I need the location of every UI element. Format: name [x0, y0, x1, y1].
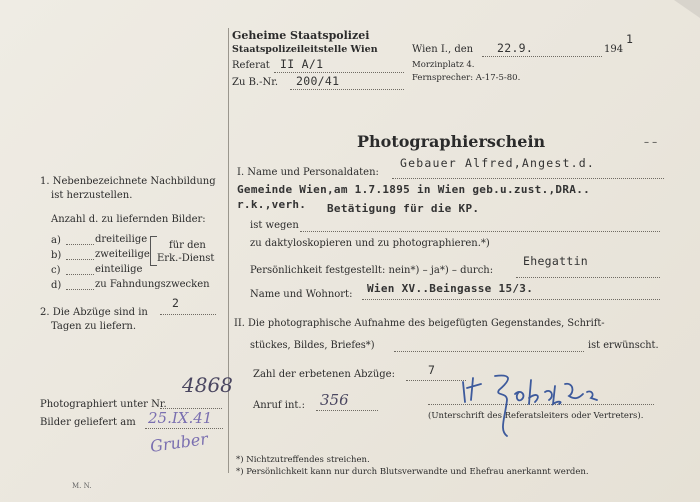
handwritten-signature	[455, 370, 605, 440]
address-label: Name und Wohnort:	[250, 289, 353, 300]
section2-line2-end: ist erwünscht.	[588, 340, 659, 351]
signature-caption: (Unterschrift des Referatsleiters oder Vertreters).	[428, 411, 644, 421]
name-line	[392, 178, 664, 179]
ist-wegen: ist wegen	[250, 220, 299, 231]
row-b-text: zweiteilige	[95, 249, 150, 260]
photo-label: Photographiert unter Nr.	[40, 399, 167, 410]
reason-line	[300, 231, 660, 232]
date-line	[482, 56, 602, 57]
photo-number: 4868	[182, 373, 233, 397]
daktylo-text: zu daktyloskopieren und zu photographieren.*)	[250, 238, 490, 249]
address-value: Wien XV..Beingasse 15/3.	[367, 282, 534, 295]
item1-line-a: 1. Nebenbezeichnete Nachbildung	[40, 176, 216, 187]
item1-line-b: ist herzustellen.	[51, 190, 133, 201]
torn-corner	[674, 0, 700, 18]
row-c-text: einteilige	[95, 264, 143, 275]
person-name: Gebauer Alfred,Angest.d.	[400, 156, 595, 170]
row-a-line	[66, 244, 94, 245]
place-label: Wien I., den	[412, 44, 474, 55]
bnr-value: 200/41	[296, 74, 340, 88]
row-b-line	[66, 259, 94, 260]
bnr-label: Zu B.-Nr.	[232, 77, 279, 88]
bnr-line	[290, 89, 404, 90]
identity-label: Persönlichkeit festgestellt: nein*) – ja*) – durch:	[250, 265, 494, 276]
form-code: M. N.	[72, 482, 92, 490]
section2-line2: stückes, Bildes, Briefes*)	[250, 340, 375, 351]
delivered-signature: Gruber	[148, 429, 210, 456]
call-line	[316, 410, 378, 411]
row-a-key: a)	[51, 235, 61, 246]
row-d-line	[66, 289, 94, 290]
delivered-label: Bilder geliefert am	[40, 417, 136, 428]
year-added: 1	[626, 32, 634, 46]
person-data-line2: Gemeinde Wien,am 1.7.1895 in Wien geb.u.zust.,DRA..	[237, 183, 591, 196]
agency-name: Geheime Staatspolizei	[232, 29, 370, 42]
arrest-reason: Betätigung für die KP.	[327, 202, 480, 215]
row-d-text: zu Fahndungszwecken	[95, 279, 210, 290]
item2-line-a: 2. Die Abzüge sind in	[40, 307, 148, 318]
row-c-key: c)	[51, 265, 61, 276]
brace-bracket	[150, 236, 157, 266]
year-printed: 194	[604, 44, 624, 55]
referat-label: Referat	[232, 60, 270, 71]
title-dashes: – –	[644, 137, 658, 148]
brace-text-b: Erk.-Dienst	[157, 253, 215, 264]
column-divider	[228, 28, 229, 473]
identity-line	[516, 277, 660, 278]
copies-label: Zahl der erbetenen Abzüge:	[253, 369, 395, 380]
section2-line	[394, 351, 584, 352]
row-c-line	[66, 274, 94, 275]
office-name: Staatspolizeileitstelle Wien	[232, 44, 378, 55]
office-phone: Fernsprecher: A-17-5-80.	[412, 73, 521, 83]
section1-label: I. Name und Personaldaten:	[237, 167, 379, 178]
identity-value: Ehegattin	[523, 254, 589, 268]
item2-line	[160, 314, 216, 315]
row-b-key: b)	[51, 250, 62, 261]
form-title: Photographierschein	[357, 132, 546, 151]
section2-line1: II. Die photographische Aufnahme des beigefügten Gegenstandes, Schrift-	[234, 318, 605, 329]
referat-line	[274, 72, 404, 73]
row-a-text: dreiteilige	[95, 234, 148, 245]
count-label: Anzahl d. zu liefernden Bilder:	[51, 214, 206, 225]
call-label: Anruf int.:	[253, 400, 305, 411]
copies-value: 7	[428, 363, 436, 377]
call-value: 356	[320, 391, 349, 409]
date-value: 22.9.	[497, 41, 534, 55]
office-address: Morzinplatz 4.	[412, 60, 475, 70]
brace-text-a: für den	[169, 240, 206, 251]
footnote-1: *) Nichtzutreffendes streichen.	[236, 455, 370, 465]
item2-line-b: Tagen zu liefern.	[51, 321, 137, 332]
delivered-line	[145, 428, 223, 429]
person-data-line3: r.k.,verh.	[237, 198, 307, 211]
footnote-2: *) Persönlichkeit kann nur durch Blutsverwandte und Ehefrau anerkannt werden.	[236, 467, 589, 477]
address-line	[362, 299, 660, 300]
referat-value: II A/1	[280, 57, 324, 71]
item2-value: 2	[172, 296, 180, 310]
row-d-key: d)	[51, 280, 62, 291]
delivered-date: 25.IX.41	[148, 409, 213, 427]
